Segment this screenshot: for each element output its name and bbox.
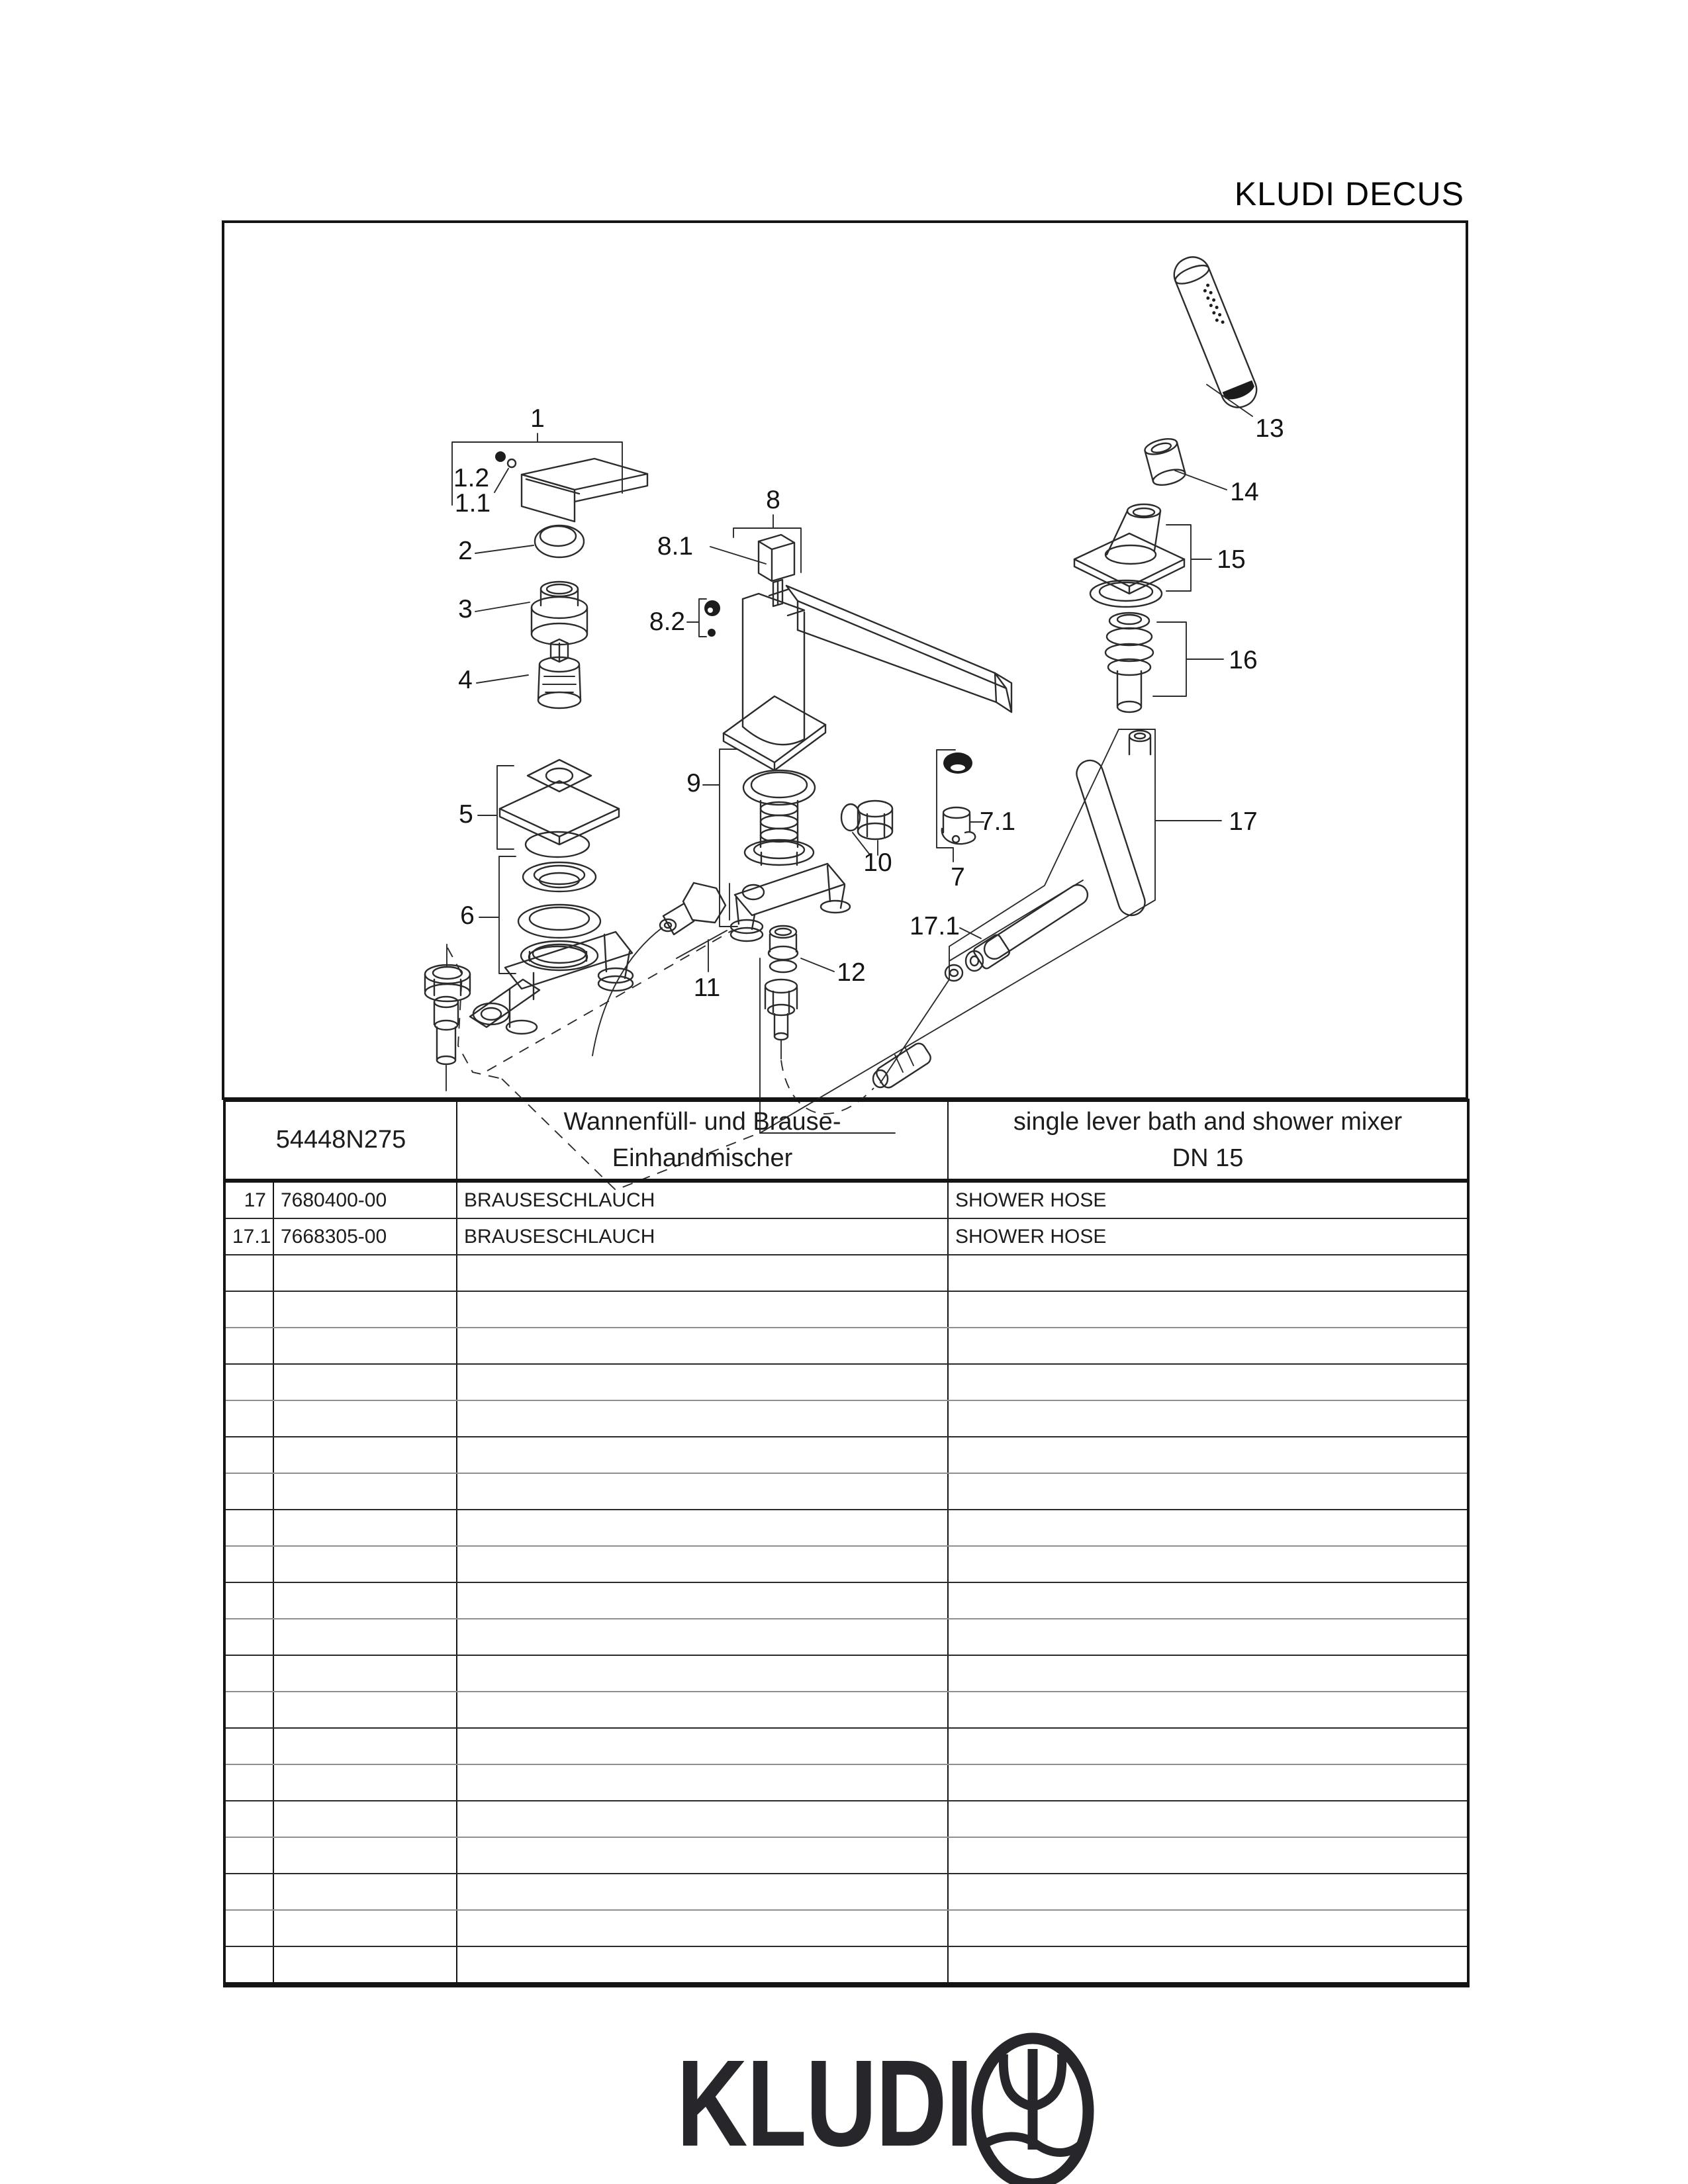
table-row-17-1 [224,1218,1468,1255]
kludi-wordmark: KLUDI [677,2035,972,2172]
table-row-empty [224,1546,1468,1582]
product-name-en-cell [948,1101,1468,1181]
table-row-empty [224,1400,1468,1437]
leader-14 [1175,471,1227,490]
page-title: KLUDI DECUS [1234,175,1464,212]
inlet-fitting [425,944,470,1091]
part-7-diverter-group [937,750,984,862]
part-label-7: 7 [951,863,965,891]
table-row-empty [224,1473,1468,1510]
description-de-cell: BRAUSESCHLAUCH [457,1181,948,1218]
parts-table [223,1099,1470,1987]
description-en-cell: SHOWER HOSE [948,1218,1468,1255]
product-name-de-cell [457,1101,948,1181]
part-label-6: 6 [460,901,475,930]
part-17-shower-hose [760,729,1221,1133]
part-label-1-1: 1.1 [454,489,491,518]
pos-cell: 17 [224,1181,273,1218]
description-en-cell: SHOWER HOSE [948,1181,1468,1218]
part-label-5: 5 [459,800,473,829]
part-4-cartridge [477,639,581,708]
table-row-empty [224,1764,1468,1801]
table-row-empty [224,1437,1468,1473]
part-label-8: 8 [766,486,780,514]
part-label-13: 13 [1255,414,1284,443]
empty-rows [224,1255,1468,1985]
table-row-empty [224,1910,1468,1946]
kludi-logo-icon [968,2030,1098,2184]
product-name-en-line2: DN 15 [1172,1144,1244,1172]
part-15-escutcheon [1074,504,1211,607]
table-row-empty [224,1619,1468,1655]
mixer-body [470,932,633,1034]
part-label-3: 3 [458,595,473,623]
description-de-cell: BRAUSESCHLAUCH [457,1218,948,1255]
part-label-15: 15 [1217,545,1246,574]
part-3-cap [475,582,587,645]
table-row-empty [224,1801,1468,1837]
part-label-16: 16 [1229,646,1258,674]
part-no-cell: 7680400-00 [273,1181,457,1218]
product-name-de-line2: Einhandmischer [612,1144,793,1172]
part-label-4: 4 [458,666,473,694]
table-row-empty [224,1510,1468,1546]
table-row-empty [224,1946,1468,1985]
part-label-1: 1 [530,404,545,433]
table-row-empty [224,1837,1468,1874]
part-label-11: 11 [693,974,721,1002]
table-row-empty [224,1255,1468,1291]
part-label-10: 10 [863,848,892,877]
part-label-12: 12 [837,958,866,987]
table-row-empty [224,1582,1468,1619]
part-label-17-1: 17.1 [910,912,960,940]
table-row-empty [224,1692,1468,1728]
part-label-7-1: 7.1 [979,807,1016,836]
table-row-17 [224,1181,1468,1218]
part-label-8-1: 8.1 [657,532,694,561]
part-14-sleeve [1143,436,1187,488]
part-5-escutcheon [478,760,619,857]
table-row-empty [224,1655,1468,1692]
part-8-spout [687,515,1011,745]
part-label-9: 9 [686,769,701,797]
pos-cell: 17.1 [224,1218,273,1255]
product-name-en-line1: single lever bath and shower mixer [1013,1107,1403,1136]
parts-table-wrap [223,1099,1467,1987]
table-row-empty [224,1874,1468,1910]
table-row-empty [224,1364,1468,1400]
part-no-cell: 7668305-00 [273,1218,457,1255]
part-label-17: 17 [1229,807,1258,836]
part-17-1-shower-hose [873,881,1092,1090]
table-row-empty [224,1728,1468,1764]
product-code-cell: 54448N275 [224,1101,457,1181]
part-16-mounting-stack [1105,613,1223,712]
table-row-empty [224,1291,1468,1328]
part-2-ring [475,525,584,557]
part-label-1-2: 1.2 [453,464,490,492]
part-label-2: 2 [458,537,473,565]
table-row-empty [224,1328,1468,1364]
part-13-hand-shower [1169,252,1262,413]
product-name-de-line1: Wannenfüll- und Brause- [563,1107,841,1136]
part-11-fitting [592,883,729,1056]
table-header-row [224,1101,1468,1181]
part-label-8-2: 8.2 [649,608,686,636]
part-label-14: 14 [1230,478,1259,506]
